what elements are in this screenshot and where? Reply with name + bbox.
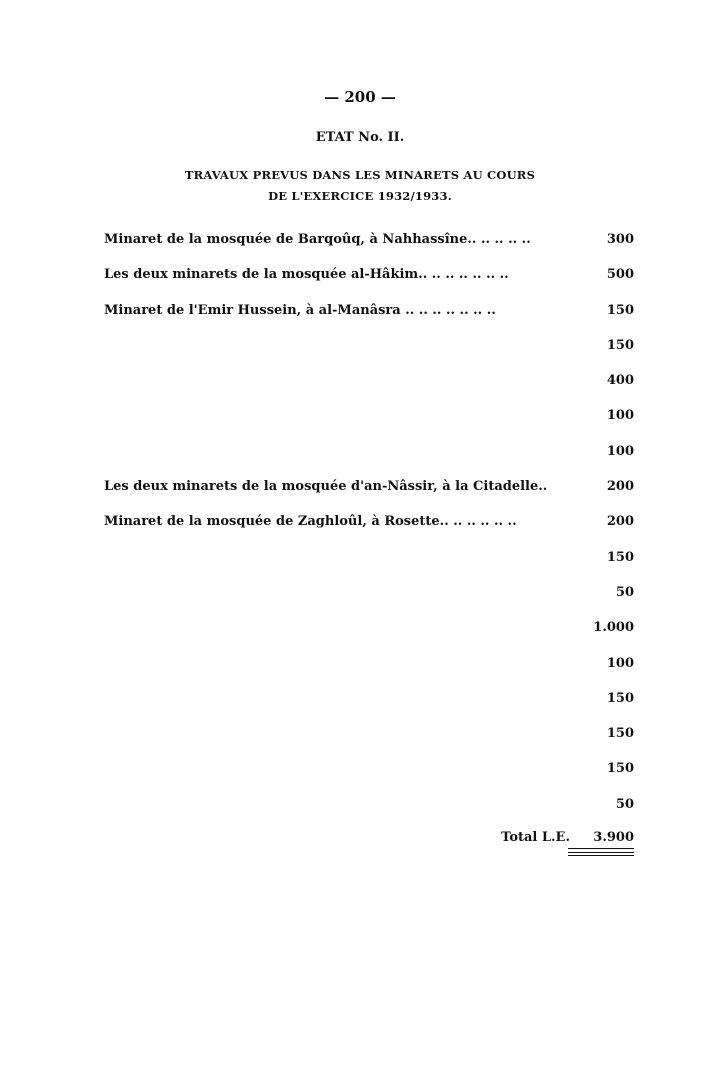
list-item (104, 718, 634, 753)
entry-amount: 150 (606, 761, 634, 777)
list-item (104, 612, 634, 647)
list-item (104, 577, 634, 612)
entry-amount: 150 (606, 302, 634, 318)
total-label: Total L.E. (501, 830, 570, 845)
entry-amount: 400 (606, 373, 634, 389)
list-item (104, 436, 634, 471)
list-item (104, 295, 634, 330)
list-item (104, 506, 634, 541)
entry-amount: 50 (615, 796, 634, 812)
list-item (104, 753, 634, 788)
entry-amount: 1.000 (593, 620, 634, 636)
heading-line-1: TRAVAUX PREVUS DANS LES MINARETS AU COURS (184, 168, 536, 182)
state-title: ETAT No. II. (315, 130, 405, 145)
list-item (104, 471, 634, 506)
page-number: — 200 — (324, 88, 396, 106)
entry-amount: 200 (606, 479, 634, 495)
entries-list (104, 224, 634, 824)
list-item (104, 648, 634, 683)
entry-amount: 100 (606, 408, 634, 424)
list-item (104, 400, 634, 435)
list-item (104, 330, 634, 365)
list-item (104, 683, 634, 718)
entry-amount: 100 (606, 655, 634, 671)
entry-amount: 150 (606, 549, 634, 565)
entry-text: Les deux minarets de la mosquée d'an-Nâssir, à la Citadelle.. (104, 479, 548, 495)
entry-text: Minaret de l'Emir Hussein, à al-Manâsra .. .. .. .. .. .. .. (104, 302, 496, 318)
list-item (104, 789, 634, 824)
entry-amount: 300 (606, 232, 634, 247)
entry-amount: 50 (615, 584, 634, 600)
entry-text: Minaret de la mosquée de Barqoûq, à Nahhassîne.. .. .. .. .. (104, 232, 531, 247)
entry-amount: 200 (606, 514, 634, 530)
total-double-rule (568, 848, 634, 853)
total-rule (568, 855, 634, 856)
total-amount: 3.900 (593, 830, 634, 845)
list-item (104, 259, 634, 294)
total-row (104, 830, 634, 854)
entry-text: Les deux minarets de la mosquée al-Hâkim.. .. .. .. .. .. .. (104, 267, 509, 283)
entry-amount: 150 (606, 337, 634, 353)
heading-line-2: DE L'EXERCICE 1932/1933. (268, 189, 452, 203)
list-item (104, 365, 634, 400)
entry-text: Minaret de la mosquée de Zaghloûl, à Rosette.. .. .. .. .. .. (104, 514, 517, 530)
entry-amount: 150 (606, 726, 634, 742)
list-item (104, 542, 634, 577)
entry-amount: 500 (606, 267, 634, 283)
entry-amount: 100 (606, 443, 634, 459)
entry-amount: 150 (606, 690, 634, 706)
list-item (104, 224, 634, 259)
